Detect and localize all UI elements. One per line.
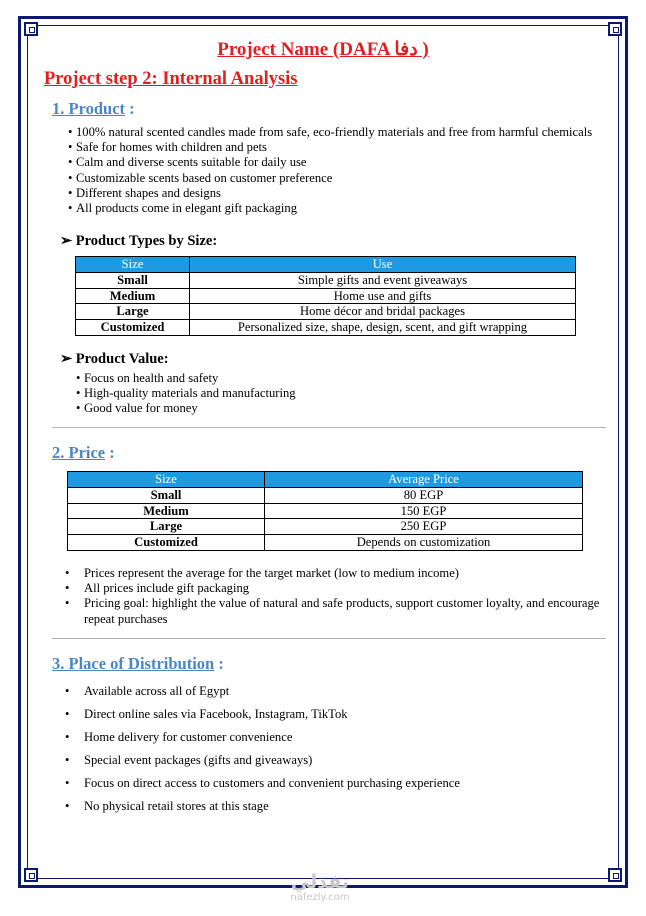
list-item: [84, 581, 608, 596]
list-item: [76, 386, 608, 401]
section-divider: [52, 427, 606, 428]
table-cell: 150 EGP: [265, 503, 583, 519]
table-row: [76, 320, 576, 336]
product-value-label: Product Value:: [75, 350, 169, 367]
list-item: [76, 371, 608, 386]
bullet-text: Special event packages (gifts and giveaways): [84, 753, 313, 768]
list-item: [84, 566, 608, 581]
table-cell: Customized: [68, 534, 265, 550]
table-header-row: [76, 257, 576, 273]
table-row: [68, 503, 583, 519]
bullet-text: Customizable scents based on customer preference: [76, 170, 333, 185]
section-product-label: 1. Product: [52, 99, 126, 118]
document-body: [38, 36, 608, 822]
list-item: [68, 201, 608, 216]
project-title: Project Name (DAFA دفا ): [217, 39, 429, 60]
list-item: [68, 186, 608, 201]
arrow-bullet-icon: ➢: [60, 350, 73, 367]
bullet-text: All products come in elegant gift packaging: [76, 201, 298, 216]
list-item: [84, 596, 608, 627]
product-types-table: [75, 256, 576, 335]
table-row: [76, 288, 576, 304]
list-item: [84, 730, 608, 753]
corner-ornament: [24, 868, 38, 882]
table-cell: Home use and gifts: [190, 288, 576, 304]
table-cell: Simple gifts and event giveaways: [190, 273, 576, 289]
bullet-text: Home delivery for customer convenience: [84, 730, 293, 745]
list-item: [68, 171, 608, 186]
section-place-label: 3. Place of Distribution: [52, 654, 215, 674]
step-title: Project step 2: Internal Analysis: [44, 69, 298, 89]
section-colon: :: [105, 443, 115, 463]
section-place-heading: [52, 654, 608, 674]
bullet-text: No physical retail stores at this stage: [84, 799, 269, 814]
bullet-text: Good value for money: [84, 401, 198, 415]
table-header-row: [68, 472, 583, 488]
table-header-cell: Size: [76, 257, 190, 273]
bullet-text: Calm and diverse scents suitable for daily use: [76, 155, 307, 170]
table-cell: Personalized size, shape, design, scent, and gift wrapping: [190, 320, 576, 336]
list-item: [76, 401, 608, 416]
product-value-heading: [60, 351, 608, 368]
table-row: [76, 273, 576, 289]
table-row: [76, 304, 576, 320]
watermark-site: nafezly.com: [290, 892, 350, 903]
section-product-heading: [52, 99, 608, 119]
list-item: [68, 140, 608, 155]
bullet-text: Available across all of Egypt: [84, 684, 230, 699]
corner-ornament: [608, 868, 622, 882]
table-cell: Small: [68, 488, 265, 504]
price-table: [67, 471, 583, 550]
product-value-bullets: [38, 371, 608, 417]
bullet-text: Pricing goal: highlight the value of natural and safe products, support customer loyalty, and encourage repeat purchases: [84, 596, 600, 626]
table-cell: Large: [68, 519, 265, 535]
table-cell: Home décor and bridal packages: [190, 304, 576, 320]
list-item: [68, 125, 608, 140]
section-colon: :: [125, 99, 135, 118]
bullet-text: Prices represent the average for the target market (low to medium income): [84, 565, 459, 580]
table-cell: Customized: [76, 320, 190, 336]
watermark-arabic: نفذلي: [290, 871, 350, 893]
bullet-text: Focus on direct access to customers and convenient purchasing experience: [84, 776, 460, 791]
section-divider: [52, 638, 606, 639]
arrow-bullet-icon: ➢: [60, 233, 73, 250]
corner-ornament: [24, 22, 38, 36]
list-item: [84, 684, 608, 707]
place-bullets: [38, 684, 608, 822]
table-cell: Medium: [68, 503, 265, 519]
bullet-text: High-quality materials and manufacturing: [84, 385, 296, 400]
table-cell: Small: [76, 273, 190, 289]
price-bullets: [38, 566, 608, 628]
list-item: [68, 155, 608, 170]
bullet-text: Different shapes and designs: [76, 185, 221, 200]
bullet-text: Focus on health and safety: [84, 370, 219, 385]
section-price-heading: [52, 443, 608, 463]
table-cell: Medium: [76, 288, 190, 304]
table-cell: Large: [76, 304, 190, 320]
watermark-logo: [280, 872, 360, 903]
section-price-label: 2. Price: [52, 443, 106, 463]
table-cell: 250 EGP: [265, 519, 583, 535]
bullet-text: Safe for homes with children and pets: [76, 140, 267, 155]
bullet-text: Direct online sales via Facebook, Instagram, TikTok: [84, 707, 348, 722]
table-cell: 80 EGP: [265, 488, 583, 504]
list-item: [84, 707, 608, 730]
list-item: [84, 799, 608, 822]
product-types-label: Product Types by Size:: [75, 233, 218, 250]
table-header-cell: Size: [68, 472, 265, 488]
table-header-cell: Use: [190, 257, 576, 273]
corner-ornament: [608, 22, 622, 36]
list-item: [84, 753, 608, 776]
bullet-text: All prices include gift packaging: [84, 580, 250, 595]
table-cell: Depends on customization: [265, 534, 583, 550]
section-colon: :: [214, 654, 224, 674]
table-row: [68, 488, 583, 504]
product-bullets: [38, 125, 608, 216]
table-row: [68, 519, 583, 535]
bullet-text: 100% natural scented candles made from safe, eco-friendly materials and free from harmful chemicals: [76, 125, 593, 139]
table-row: [68, 534, 583, 550]
list-item: [84, 776, 608, 799]
table-header-cell: Average Price: [265, 472, 583, 488]
product-types-heading: [60, 233, 608, 250]
